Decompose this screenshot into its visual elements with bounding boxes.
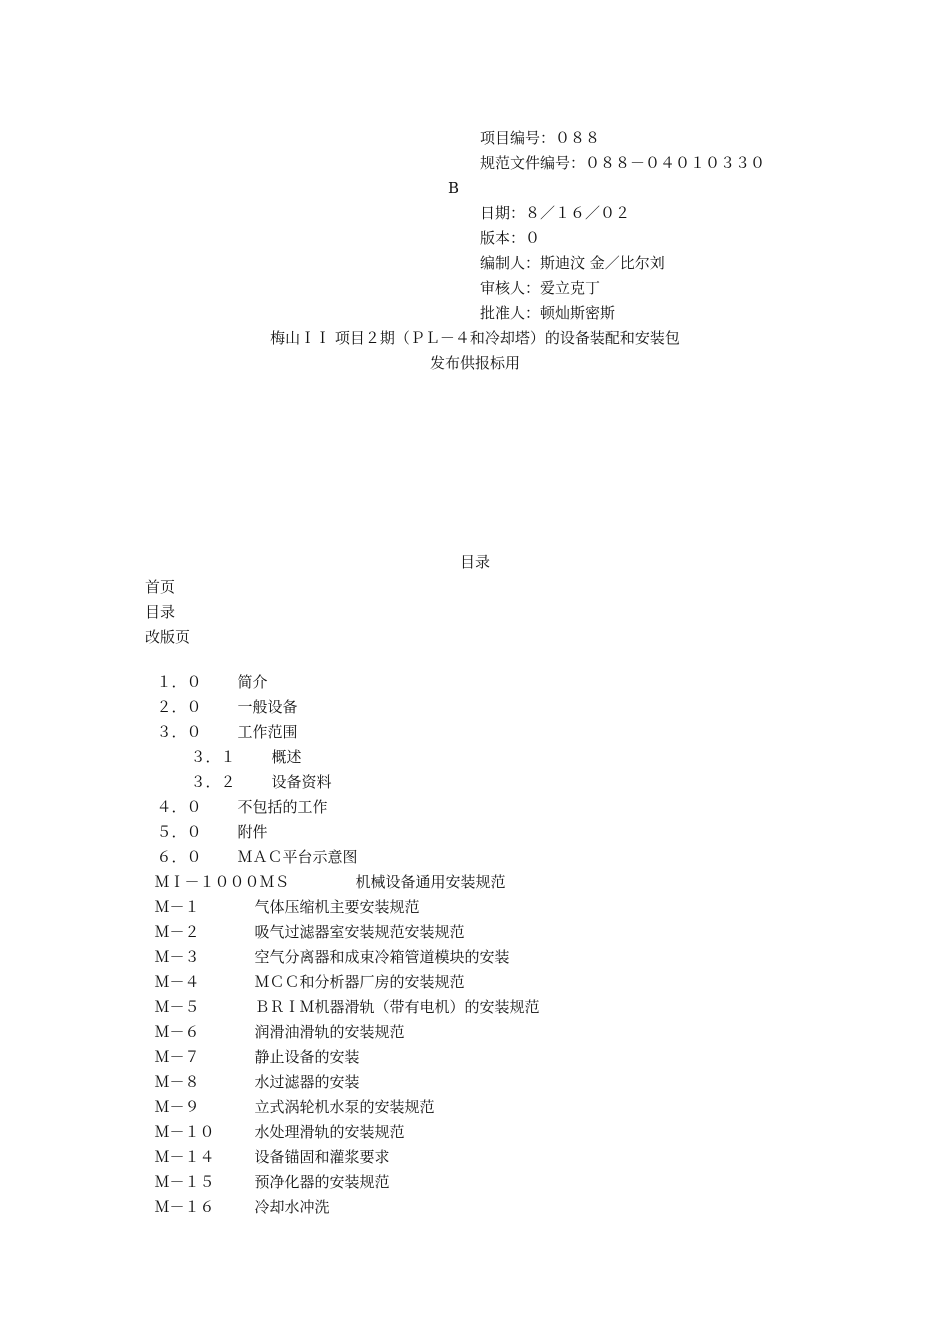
toc-num: Ｍ－１４ [154, 1148, 215, 1166]
toc-item-contents: 目录 [145, 603, 176, 621]
toc-label: 简介 [237, 673, 268, 691]
toc-label: 润滑油滑轨的安装规范 [254, 1023, 405, 1041]
version: 版本：０ [480, 229, 541, 247]
toc-label: 概述 [271, 748, 302, 766]
toc-label: 立式涡轮机水泵的安装规范 [254, 1098, 435, 1116]
toc-row [145, 1177, 330, 1217]
toc-num: Ｍ－８ [154, 1073, 200, 1091]
toc-label: 冷却水冲洗 [254, 1198, 330, 1216]
toc-label: 水处理滑轨的安装规范 [254, 1123, 405, 1141]
approved-by: 批准人：顿灿斯密斯 [480, 304, 616, 322]
toc-num: Ｍ－５ [154, 998, 200, 1016]
toc-num: ＭＩ－１０００ＭＳ [154, 873, 290, 891]
toc-label: 水过滤器的安装 [254, 1073, 360, 1091]
toc-label: 设备资料 [271, 773, 332, 791]
toc-label: 设备锚固和灌浆要求 [254, 1148, 390, 1166]
toc-num: Ｍ－１５ [154, 1173, 215, 1191]
document-title: 梅山ＩＩ 项目２期（ＰＬ－４和冷却塔）的设备装配和安装包 [270, 329, 680, 347]
toc-item-cover: 首页 [145, 578, 176, 596]
spec-number-continued: B [448, 179, 460, 197]
date: 日期：８／１６／０２ [480, 204, 631, 222]
toc-label: 工作范围 [237, 723, 298, 741]
project-number: 项目编号：０８８ [480, 129, 601, 147]
toc-label: ＭＣＣ和分析器厂房的安装规范 [254, 973, 465, 991]
toc-label: ＭＡＣ平台示意图 [237, 848, 358, 866]
toc-num: Ｍ－４ [154, 973, 200, 991]
toc-num: Ｍ－９ [154, 1098, 200, 1116]
toc-num: Ｍ－１６ [154, 1198, 215, 1216]
toc-num: ５．０ [156, 823, 202, 841]
toc-label: 机械设备通用安装规范 [355, 873, 506, 891]
spec-number: 规范文件编号：０８８－０４０１０３３０ [480, 154, 766, 172]
toc-label: ＢＲＩＭ机器滑轨（带有电机）的安装规范 [254, 998, 540, 1016]
toc-label: 气体压缩机主要安装规范 [254, 898, 420, 916]
toc-num: ６．０ [156, 848, 202, 866]
toc-label: 静止设备的安装 [254, 1048, 360, 1066]
toc-num: ３．０ [156, 723, 202, 741]
toc-num: Ｍ－１ [154, 898, 200, 916]
toc-num: Ｍ－６ [154, 1023, 200, 1041]
toc-label: 吸气过滤器室安装规范安装规范 [254, 923, 465, 941]
toc-num: Ｍ－７ [154, 1048, 200, 1066]
toc-num: ３．２ [190, 773, 236, 791]
toc-num: Ｍ－２ [154, 923, 200, 941]
toc-heading: 目录 [459, 553, 490, 571]
toc-label: 不包括的工作 [237, 798, 328, 816]
toc-item-revisions: 改版页 [145, 628, 191, 646]
toc-num: Ｍ－１０ [154, 1123, 215, 1141]
toc-label: 预净化器的安装规范 [254, 1173, 390, 1191]
toc-label: 空气分离器和成束冷箱管道模块的安装 [254, 948, 510, 966]
toc-num: ４．０ [156, 798, 202, 816]
toc-num: ２．０ [156, 698, 202, 716]
prepared-by: 编制人：斯迪汶 金／比尔刘 [480, 254, 665, 272]
reviewed-by: 审核人：爱立克丁 [480, 279, 601, 297]
toc-num: １．０ [156, 673, 202, 691]
toc-num: ３．１ [190, 748, 236, 766]
toc-num: Ｍ－３ [154, 948, 200, 966]
toc-label: 一般设备 [237, 698, 298, 716]
document-subtitle: 发布供报标用 [429, 354, 520, 372]
toc-label: 附件 [237, 823, 268, 841]
